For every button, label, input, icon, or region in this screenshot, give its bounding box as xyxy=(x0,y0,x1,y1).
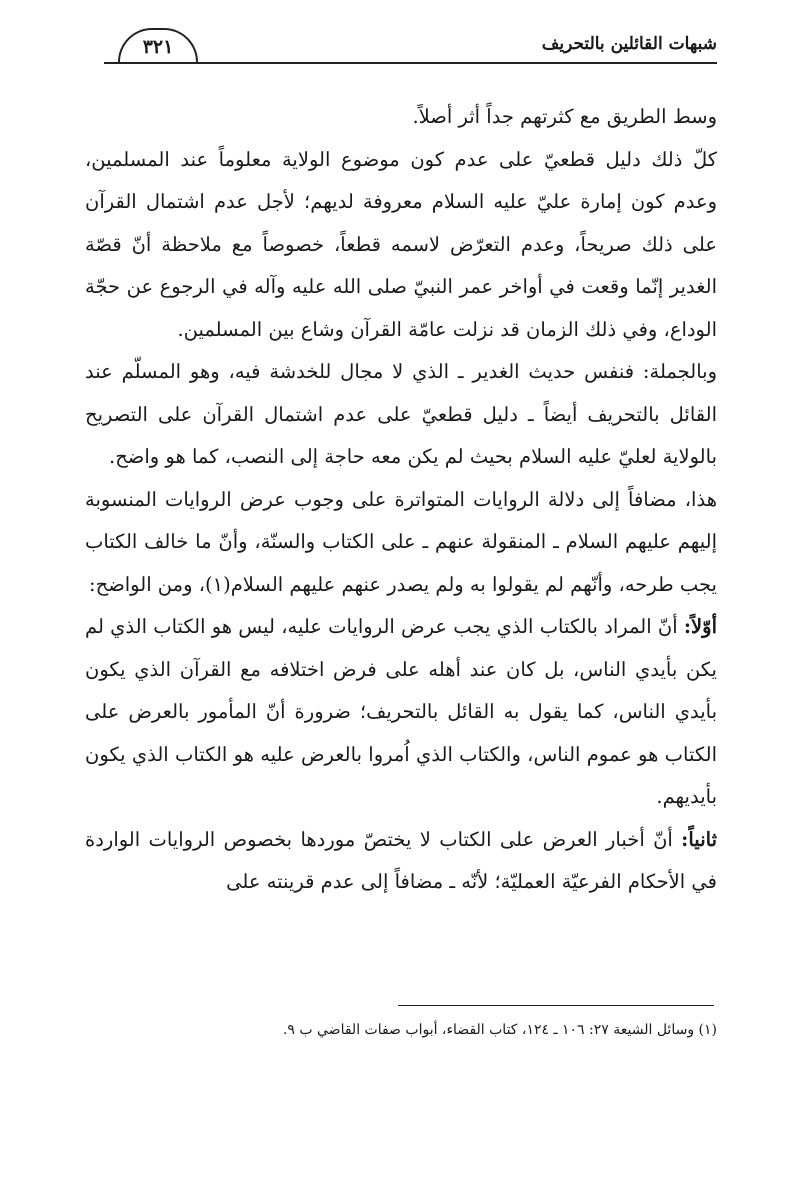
footnote: (١) وسائل الشيعة ٢٧: ١٠٦ ـ ١٢٤، كتاب القضاء، أبواب صفات القاضي ب ٩. xyxy=(282,1022,717,1038)
paragraph-5: أوّلاً: أنّ المراد بالكتاب الذي يجب عرض الروايات عليه، ليس هو الكتاب الذي لم يكن بأيدي الناس، بل كان عند أهله على فرض اختلافه مع القرآن الذي يكون بأيدي الناس، كما يقول به القائل بالتحريف؛ ضرورة أنّ المأمور بالعرض على الكتاب هو عموم الناس، والكتاب الذي اُمروا بالعرض عليه هو الكتاب الذي يكون بأيديهم. xyxy=(85,615,717,808)
page-number: ٣٢١ xyxy=(118,28,198,62)
footnote-separator xyxy=(398,1005,714,1006)
paragraph-4: هذا، مضافاً إلى دلالة الروايات المتواترة على وجوب عرض الروايات المنسوبة إليهم عليهم السلام ـ المنقولة عنهم ـ على الكتاب والسنّة، وأنّ ما خالف الكتاب يجب طرحه، وأنّهم لم يقولوا به ولم يصدر عنهم عليهم السلام(١)، ومن الواضح: xyxy=(85,487,717,596)
running-title: شبهات القائلين بالتحريف xyxy=(541,34,717,54)
lead-word: ثانياً: xyxy=(681,827,717,851)
body-text xyxy=(85,96,717,904)
lead-word: أوّلاً: xyxy=(683,615,717,638)
page-header xyxy=(104,28,717,64)
paragraph-3: وبالجملة: فنفس حديث الغدير ـ الذي لا مجال للخدشة فيه، وهو المسلّم عند القائل بالتحريف أيضاً ـ دليل قطعيّ على عدم اشتمال القرآن على التصريح بالولاية لعليّ عليه السلام بحيث لم يكن معه حاجة إلى النصب، كما هو واضح. xyxy=(85,360,717,468)
paragraph-1: وسط الطريق مع كثرتهم جداً أثر أصلاً. xyxy=(412,105,717,128)
paragraph-6: ثانياً: أنّ أخبار العرض على الكتاب لا يختصّ موردها بخصوص الروايات الواردة في الأحكام الفرعيّة العمليّة؛ لأنّه ـ مضافاً إلى عدم قرينته على xyxy=(85,827,717,893)
paragraph-2: كلّ ذلك دليل قطعيّ على عدم كون موضوع الولاية معلوماً عند المسلمين، وعدم كون إمارة عليّ عليه السلام معروفة لديهم؛ لأجل عدم اشتمال القرآن على ذلك صريحاً، وعدم التعرّض لاسمه قطعاً، خصوصاً مع ملاحظة أنّ قصّة الغدير إنّما وقعت في أواخر عمر النبيّ صلى الله عليه وآله في الرجوع عن حجّة الوداع، وفي ذلك الزمان قد نزلت عامّة القرآن وشاع بين المسلمين. xyxy=(85,147,717,341)
